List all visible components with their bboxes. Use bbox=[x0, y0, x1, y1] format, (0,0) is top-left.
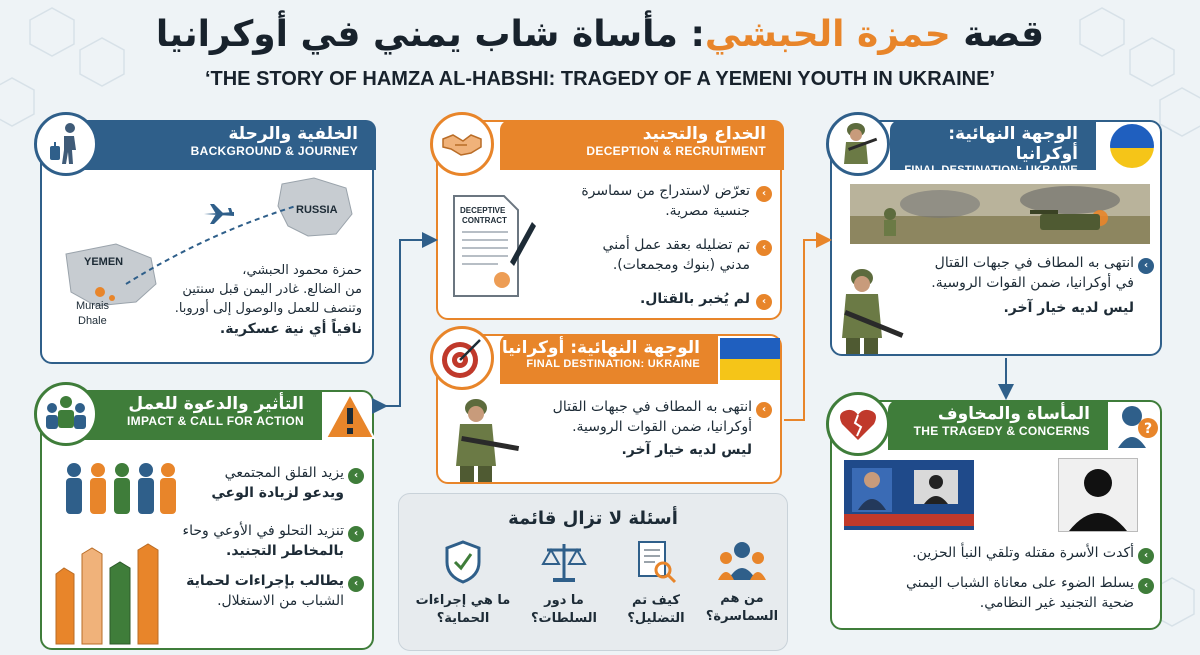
question-protection bbox=[411, 540, 515, 627]
impact-banner bbox=[82, 390, 322, 440]
open-questions-box bbox=[398, 493, 788, 651]
background-line-2: من الضالع. غادر اليمن قبل سنتين bbox=[182, 281, 362, 297]
handshake-icon bbox=[441, 129, 483, 159]
target-icon-circle bbox=[430, 326, 494, 390]
bullet-dot: ‹ bbox=[756, 186, 772, 202]
svg-text:?: ? bbox=[1143, 421, 1153, 437]
ukraine-flag-yellow bbox=[720, 359, 780, 380]
questions-title: أسئلة لا تزال قائمة bbox=[508, 508, 678, 529]
traveler-icon bbox=[46, 122, 86, 166]
impact-bullet-2-line1: تنزيد التحلو في الأوعي وحاء bbox=[182, 523, 344, 539]
deception-bullet-2-line2: مدني (بنوك ومجمعات). bbox=[612, 256, 750, 273]
deception-bullet-1-line1: تعرّض لاستدراج من سماسرة bbox=[581, 183, 750, 199]
brokers-icon bbox=[718, 540, 766, 582]
question-deception bbox=[611, 540, 701, 627]
title-highlight: حمزة الحبشي bbox=[704, 14, 951, 55]
main-title-english: ‘THE STORY OF HAMZA AL-HABSHI: TRAGEDY OF A YEMENI YOUTH IN UKRAINE’ bbox=[204, 68, 996, 90]
bullet-dot: ‹ bbox=[348, 526, 364, 542]
deception-title-en: DECEPTION & RECRUITMENT bbox=[586, 144, 766, 158]
final-top-text bbox=[914, 254, 1134, 319]
silhouette-icon bbox=[1059, 459, 1137, 531]
news-broadcast-illustration bbox=[844, 460, 974, 530]
background-line-1: حمزة محمود الحبشي، bbox=[242, 263, 362, 278]
question-authorities bbox=[519, 540, 609, 627]
question-protection-line2: الحماية؟ bbox=[436, 610, 490, 626]
background-bold-line: نافياً أي نية عسكرية. bbox=[219, 320, 362, 337]
final-top-line1: انتهى به المطاف في جبهات القتال bbox=[934, 255, 1134, 271]
soldier-icon bbox=[832, 266, 912, 356]
final-mid-line1: انتهى به المطاف في جبهات القتال bbox=[552, 399, 752, 415]
tragedy-title-en: THE TRAGEDY & CONCERNS bbox=[913, 424, 1090, 438]
ukraine-flag-round-blue bbox=[1110, 124, 1154, 148]
ukraine-flag-blue bbox=[720, 338, 780, 359]
background-title-ar: الخلفية والرحلة bbox=[228, 124, 358, 144]
tragedy-bullet-1: أكدت الأسرة مقتله وتلقي النبأ الحزين. bbox=[912, 545, 1134, 561]
impact-bullet-2 bbox=[152, 522, 344, 561]
bullet-dot: ‹ bbox=[348, 576, 364, 592]
ukraine-flag-round-yellow bbox=[1110, 148, 1154, 170]
soldier-small-icon bbox=[838, 122, 878, 166]
traveler-icon-circle bbox=[34, 112, 98, 176]
contract-label-1: DECEPTIVE bbox=[460, 206, 506, 215]
impact-bullet-2-line2: بالمخاطر التجنيد. bbox=[226, 542, 344, 559]
question-authorities-line2: السلطات؟ bbox=[530, 610, 598, 626]
map-label-town2: Dhale bbox=[78, 315, 107, 327]
battlefield-illustration bbox=[850, 184, 1150, 244]
community-icon-circle bbox=[34, 382, 98, 446]
impact-bullet-1 bbox=[182, 464, 344, 503]
question-person-icon bbox=[1114, 402, 1160, 450]
final-mid-title-ar: الوجهة النهائية: أوكرانيا bbox=[501, 338, 700, 358]
silhouette-photo bbox=[1058, 458, 1138, 532]
deception-title-ar: الخداع والتجنيد bbox=[642, 124, 766, 144]
final-mid-title-en: FINAL DESTINATION: UKRAINE bbox=[526, 358, 700, 370]
shield-check-icon bbox=[443, 540, 483, 584]
deception-banner bbox=[500, 120, 784, 170]
background-line-3: وتنصف للعمل والوصول إلى أوروبا. bbox=[174, 300, 362, 316]
community-icon bbox=[44, 394, 88, 434]
warning-icon bbox=[324, 392, 376, 440]
final-mid-bold: ليس لديه خيار آخر. bbox=[621, 442, 752, 459]
question-authorities-line1: ما دور bbox=[544, 593, 584, 608]
final-top-title-ar: الوجهة النهائية: أوكرانيا bbox=[948, 124, 1078, 164]
final-mid-line2: أوكرانيا، ضمن القوات الروسية. bbox=[572, 418, 752, 435]
final-top-line2: في أوكرانيا، ضمن القوات الروسية. bbox=[931, 274, 1134, 291]
crowd-icon bbox=[60, 458, 180, 528]
map-label-yemen: YEMEN bbox=[84, 256, 124, 268]
question-deception-line1: كيف تم bbox=[632, 593, 680, 608]
main-title-arabic bbox=[0, 14, 1200, 55]
soldier-icon-circle bbox=[826, 112, 890, 176]
question-deception-line2: التضليل؟ bbox=[627, 610, 685, 626]
impact-title-ar: التأثير والدعوة للعمل bbox=[128, 394, 304, 414]
bullet-dot: ‹ bbox=[1138, 548, 1154, 564]
broken-heart-icon bbox=[838, 406, 878, 442]
bullet-dot: ‹ bbox=[756, 402, 772, 418]
background-banner bbox=[82, 120, 376, 170]
impact-title-en: IMPACT & CALL FOR ACTION bbox=[127, 414, 304, 428]
background-text bbox=[162, 262, 362, 339]
target-icon bbox=[440, 336, 484, 380]
tragedy-bullet-2 bbox=[842, 574, 1134, 613]
broken-heart-icon-circle bbox=[826, 392, 890, 456]
ukraine-flag-round bbox=[1108, 122, 1156, 170]
bullet-dot: ‹ bbox=[756, 294, 772, 310]
tragedy-bullet-2-line2: ضحية التجنيد غير النظامي. bbox=[979, 594, 1134, 611]
question-brokers-line2: السماسرة؟ bbox=[705, 608, 779, 624]
final-mid-text bbox=[530, 398, 752, 461]
tragedy-banner bbox=[888, 400, 1108, 450]
title-prefix: قصة bbox=[963, 14, 1045, 55]
document-search-icon bbox=[635, 540, 677, 584]
final-top-title-en: FINAL DESTINATION: UKRAINE bbox=[904, 164, 1078, 176]
deception-bullet-1-line2: جنسية مصرية. bbox=[665, 202, 750, 219]
bullet-dot: ‹ bbox=[348, 468, 364, 484]
final-top-banner bbox=[890, 120, 1096, 176]
tragedy-title-ar: المأساة والمخاوف bbox=[937, 404, 1090, 424]
question-protection-line1: ما هي إجراءات bbox=[415, 593, 511, 608]
bullet-dot: ‹ bbox=[756, 240, 772, 256]
impact-bullet-1-line1: يزيد القلق المجتمعي bbox=[224, 465, 344, 481]
impact-bullet-3-line1: يطالب بإجراءات لحماية bbox=[186, 573, 344, 589]
map-label-town1: Murais bbox=[76, 300, 110, 312]
bullet-dot: ‹ bbox=[1138, 258, 1154, 274]
airplane-icon bbox=[202, 202, 236, 226]
deception-bullet-1 bbox=[548, 182, 750, 221]
deception-bold-bullet: لم يُخبر بالقتال. bbox=[639, 291, 750, 307]
question-brokers-line1: من هم bbox=[720, 591, 764, 606]
question-brokers bbox=[697, 540, 787, 625]
map-label-russia: RUSSIA bbox=[296, 204, 338, 216]
impact-bullet-3-line2: الشباب من الاستغلال. bbox=[217, 592, 344, 609]
handshake-icon-circle bbox=[430, 112, 494, 176]
scales-icon bbox=[541, 540, 587, 584]
background-title-en: BACKGROUND & JOURNEY bbox=[190, 144, 358, 158]
final-top-bold: ليس لديه خيار آخر. bbox=[1003, 300, 1134, 317]
title-suffix: : مأساة شاب يمني في أوكرانيا bbox=[155, 14, 705, 55]
bullet-dot: ‹ bbox=[1138, 578, 1154, 594]
deception-bullet-2-line1: تم تضليله بعقد عمل أمني bbox=[602, 237, 750, 253]
final-mid-banner bbox=[500, 334, 718, 384]
ukraine-flag-mid bbox=[720, 338, 780, 380]
impact-bullet-1-line2: ويدعو لزيادة الوعي bbox=[211, 484, 344, 501]
soldier-icon bbox=[442, 396, 522, 482]
impact-bullet-3 bbox=[182, 572, 344, 611]
tragedy-bullet-2-line1: يسلط الضوء على معاناة الشباب اليمني bbox=[905, 575, 1134, 591]
contract-label-2: CONTRACT bbox=[462, 216, 507, 225]
deception-bullet-2 bbox=[548, 236, 750, 275]
